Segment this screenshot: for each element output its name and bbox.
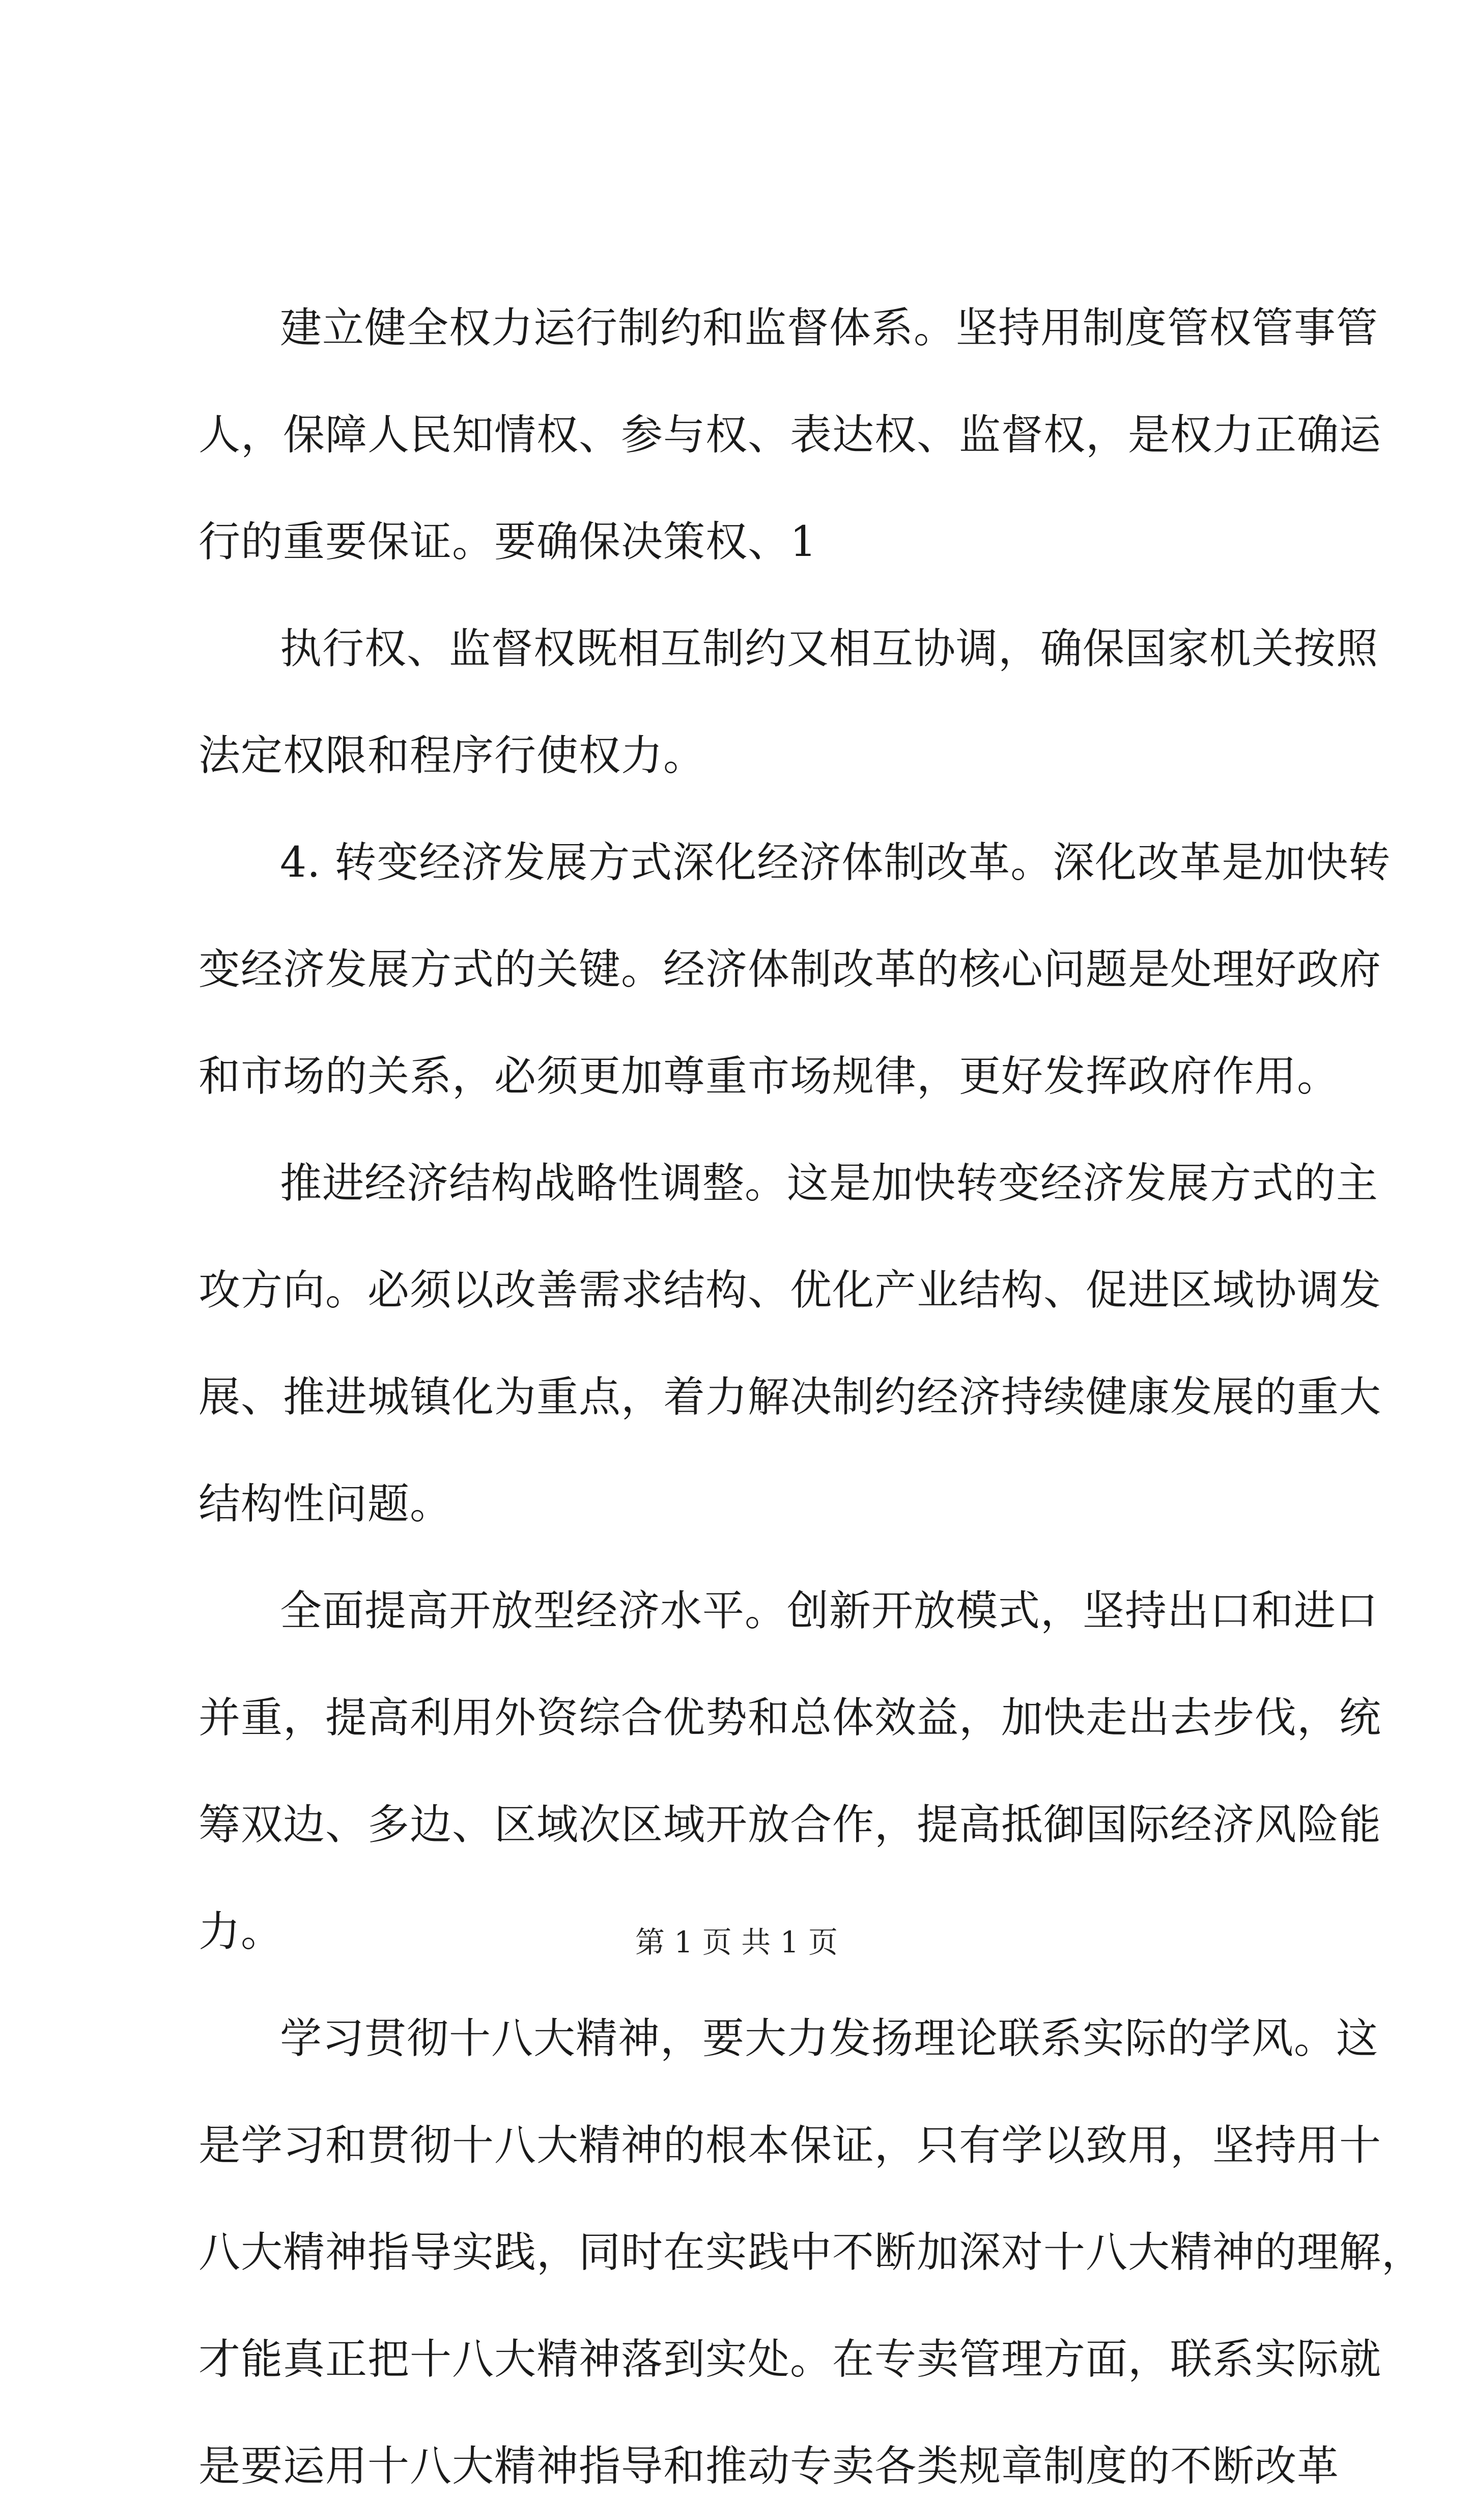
text-line: 学习贯彻十八大精神，要大力发扬理论联系实际的学风。这 <box>280 2014 1379 2063</box>
text-line: 攻方向。必须以改善需求结构、优化产业结构、促进区域协调发 <box>199 1266 1382 1314</box>
text-line: 是要运用十八大精神指导和推动专卖各类规章制度的不断改革 <box>199 2442 1340 2490</box>
text-line: 法定权限和程序行使权力。 <box>199 732 706 780</box>
document-body <box>199 275 1424 2520</box>
text-line: 才能真正把十八大精神落到实处。在专卖管理方面，联系实际就 <box>199 2335 1382 2384</box>
text-line: 全面提高开放型经济水平。创新开放模式，坚持出口和进口 <box>280 1587 1379 1635</box>
text-line: 建立健全权力运行制约和监督体系。坚持用制度管权管事管 <box>280 304 1379 352</box>
text-line: 是学习和贯彻十八大精神的根本保证，只有学以致用，坚持用十 <box>199 2121 1382 2170</box>
text-line: 展、推进城镇化为重点，着力解决制约经济持续健康发展的重大 <box>199 1373 1382 1421</box>
page-footer: 第 1 页 共 1 页 <box>635 1925 838 1959</box>
text-line: 行的重要保证。要确保决策权、1 <box>199 518 817 566</box>
text-line: 筹双边、多边、区域次区域开放合作，提高抵御国际经济风险能 <box>199 1801 1382 1849</box>
text-line: 结构性问题。 <box>199 1480 452 1528</box>
text-line: 八大精神指导实践，同时在实践中不断加深对十八大精神的理解， <box>199 2228 1424 2277</box>
text-line: 和市场的关系，必须更加尊重市场规律，更好发挥政府作用。 <box>199 1052 1340 1101</box>
text-line: 人，保障人民知情权、参与权、表达权、监督权，是权力正确运 <box>199 411 1382 459</box>
text-line: 推进经济结构战略性调整。这是加快转变经济发展方式的主 <box>280 1159 1379 1208</box>
text-line: 执行权、监督权既相互制约又相互协调，确保国家机关按照 <box>280 625 1379 673</box>
text-line: 并重，提高利用外资综合优势和总体效益，加快走出去步伐，统 <box>199 1694 1382 1742</box>
text-line: 力。 <box>199 1908 284 1956</box>
text-line: 4. 转变经济发展方式深化经济体制改革。深化改革是加快转 <box>280 838 1391 887</box>
text-line: 变经济发展方式的关键。经济体制改革的核心问题是处理好政府 <box>199 945 1382 994</box>
